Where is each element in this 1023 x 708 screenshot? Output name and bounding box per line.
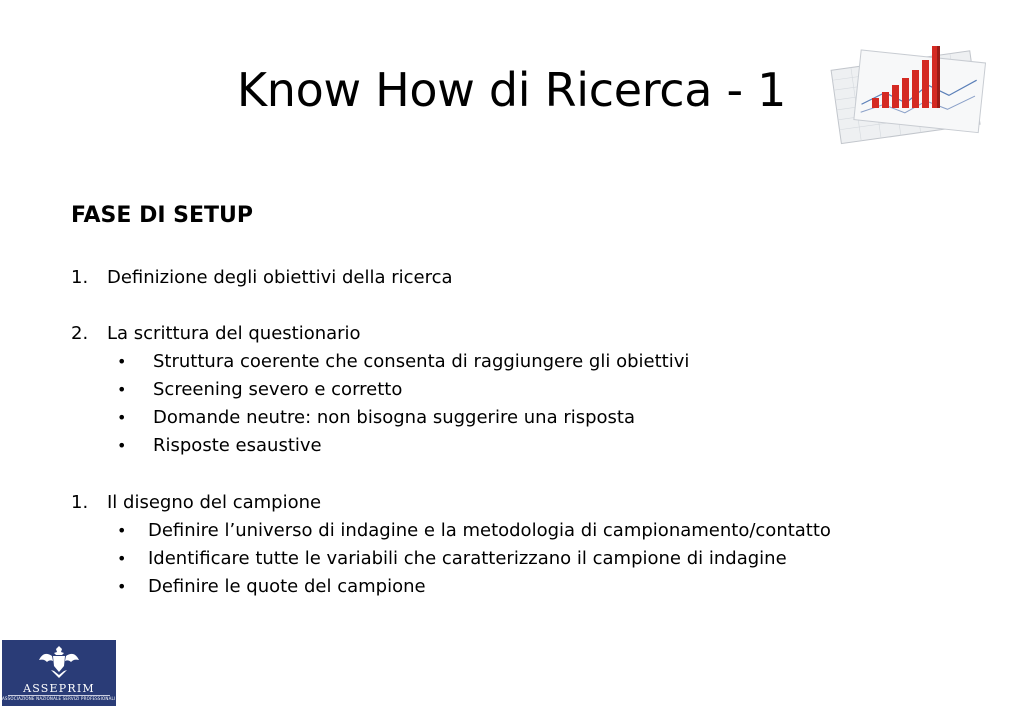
bullet-text: Definire l’universo di indagine e la metodologia di campionamento/contatto <box>148 520 831 541</box>
section-heading: FASE DI SETUP <box>71 203 254 228</box>
bullet-icon: • <box>117 380 127 399</box>
bullet-item <box>0 519 1023 543</box>
chart-papers-illustration <box>827 38 992 138</box>
bullet-icon: • <box>117 436 127 455</box>
item-text: Il disegno del campione <box>107 492 322 513</box>
item-number: 1. <box>71 492 89 513</box>
bullet-text: Identificare tutte le variabili che caratterizzano il campione di indagine <box>148 548 787 569</box>
numbered-item <box>0 322 1023 346</box>
item-number: 1. <box>71 267 89 288</box>
logo-name: ASSEPRIM <box>23 682 95 695</box>
bullet-item <box>0 378 1023 402</box>
bullet-icon: • <box>117 549 127 568</box>
logo-tagline: ASSOCIAZIONE NAZIONALE SERVIZI PROFESSIONALI PER LE IMPRESE <box>2 696 153 701</box>
bullet-text: Domande neutre: non bisogna suggerire una risposta <box>153 407 636 428</box>
bullet-item <box>0 547 1023 571</box>
item-text: La scrittura del questionario <box>107 323 361 344</box>
bullet-icon: • <box>117 352 127 371</box>
numbered-item <box>0 266 1023 290</box>
bullet-icon: • <box>117 408 127 427</box>
bullet-text: Screening severo e corretto <box>153 379 403 400</box>
slide-title: Know How di Ricerca - 1 <box>236 63 787 117</box>
numbered-item <box>0 491 1023 515</box>
item-text: Definizione degli obiettivi della ricerca <box>107 267 453 288</box>
bullet-text: Definire le quote del campione <box>148 576 426 597</box>
bullet-icon: • <box>117 577 127 596</box>
bullet-item <box>0 575 1023 599</box>
item-number: 2. <box>71 323 89 344</box>
bullet-text: Risposte esaustive <box>153 435 322 456</box>
eagle-emblem-icon <box>38 642 80 682</box>
bullet-icon: • <box>117 521 127 540</box>
bullet-item <box>0 434 1023 458</box>
bullet-text: Struttura coerente che consenta di raggiungere gli obiettivi <box>153 351 690 372</box>
bullet-item <box>0 350 1023 374</box>
asseprim-logo <box>2 640 153 706</box>
bullet-item <box>0 406 1023 430</box>
